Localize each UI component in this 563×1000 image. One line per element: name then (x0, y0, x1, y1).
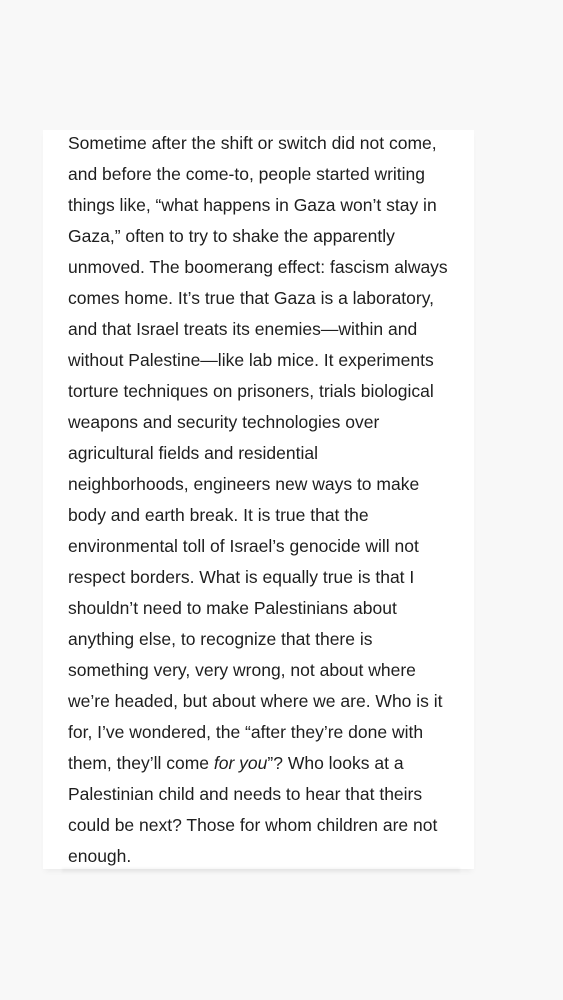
text-line: Gaza,” often to try to shake the apparently (68, 226, 395, 246)
text-line: things like, “what happens in Gaza won’t stay in (68, 195, 437, 215)
text-line: agricultural fields and residential (68, 443, 318, 463)
text-line: environmental toll of Israel’s genocide will not (68, 536, 419, 556)
article-paragraph (68, 128, 453, 872)
text-line: and before the come-to, people started writing (68, 164, 426, 184)
text-line: could be next? Those for whom children are not (68, 815, 438, 835)
text-line: respect borders. What is equally true is that I (68, 567, 415, 587)
emphasized-text: for you (213, 753, 268, 773)
text-line: comes home. It’s true that Gaza is a laboratory, (68, 288, 435, 308)
text-line: torture techniques on prisoners, trials biological (68, 381, 434, 401)
text-line: shouldn’t need to make Palestinians about (68, 598, 397, 618)
text-line: enough. (68, 846, 132, 866)
text-line-with-emphasis (68, 748, 453, 779)
text-line: without Palestine—like lab mice. It experiments (68, 350, 434, 370)
text-line: for, I’ve wondered, the “after they’re done with (68, 722, 424, 742)
text-line: weapons and security technologies over (68, 412, 380, 432)
text-line: we’re headed, but about where we are. Who is it (68, 691, 443, 711)
text-line: something very, very wrong, not about where (68, 660, 416, 680)
text-line: body and earth break. It is true that the (68, 505, 369, 525)
text-line: unmoved. The boomerang effect: fascism always (68, 257, 448, 277)
text-line: anything else, to recognize that there is (68, 629, 373, 649)
text-line: Palestinian child and needs to hear that theirs (68, 784, 423, 804)
text-segment: them, they’ll come (68, 753, 214, 773)
text-line: and that Israel treats its enemies—within and (68, 319, 418, 339)
text-line: Sometime after the shift or switch did not come, (68, 133, 437, 153)
text-line: neighborhoods, engineers new ways to make (68, 474, 420, 494)
text-segment: ”? Who looks at a (267, 753, 404, 773)
